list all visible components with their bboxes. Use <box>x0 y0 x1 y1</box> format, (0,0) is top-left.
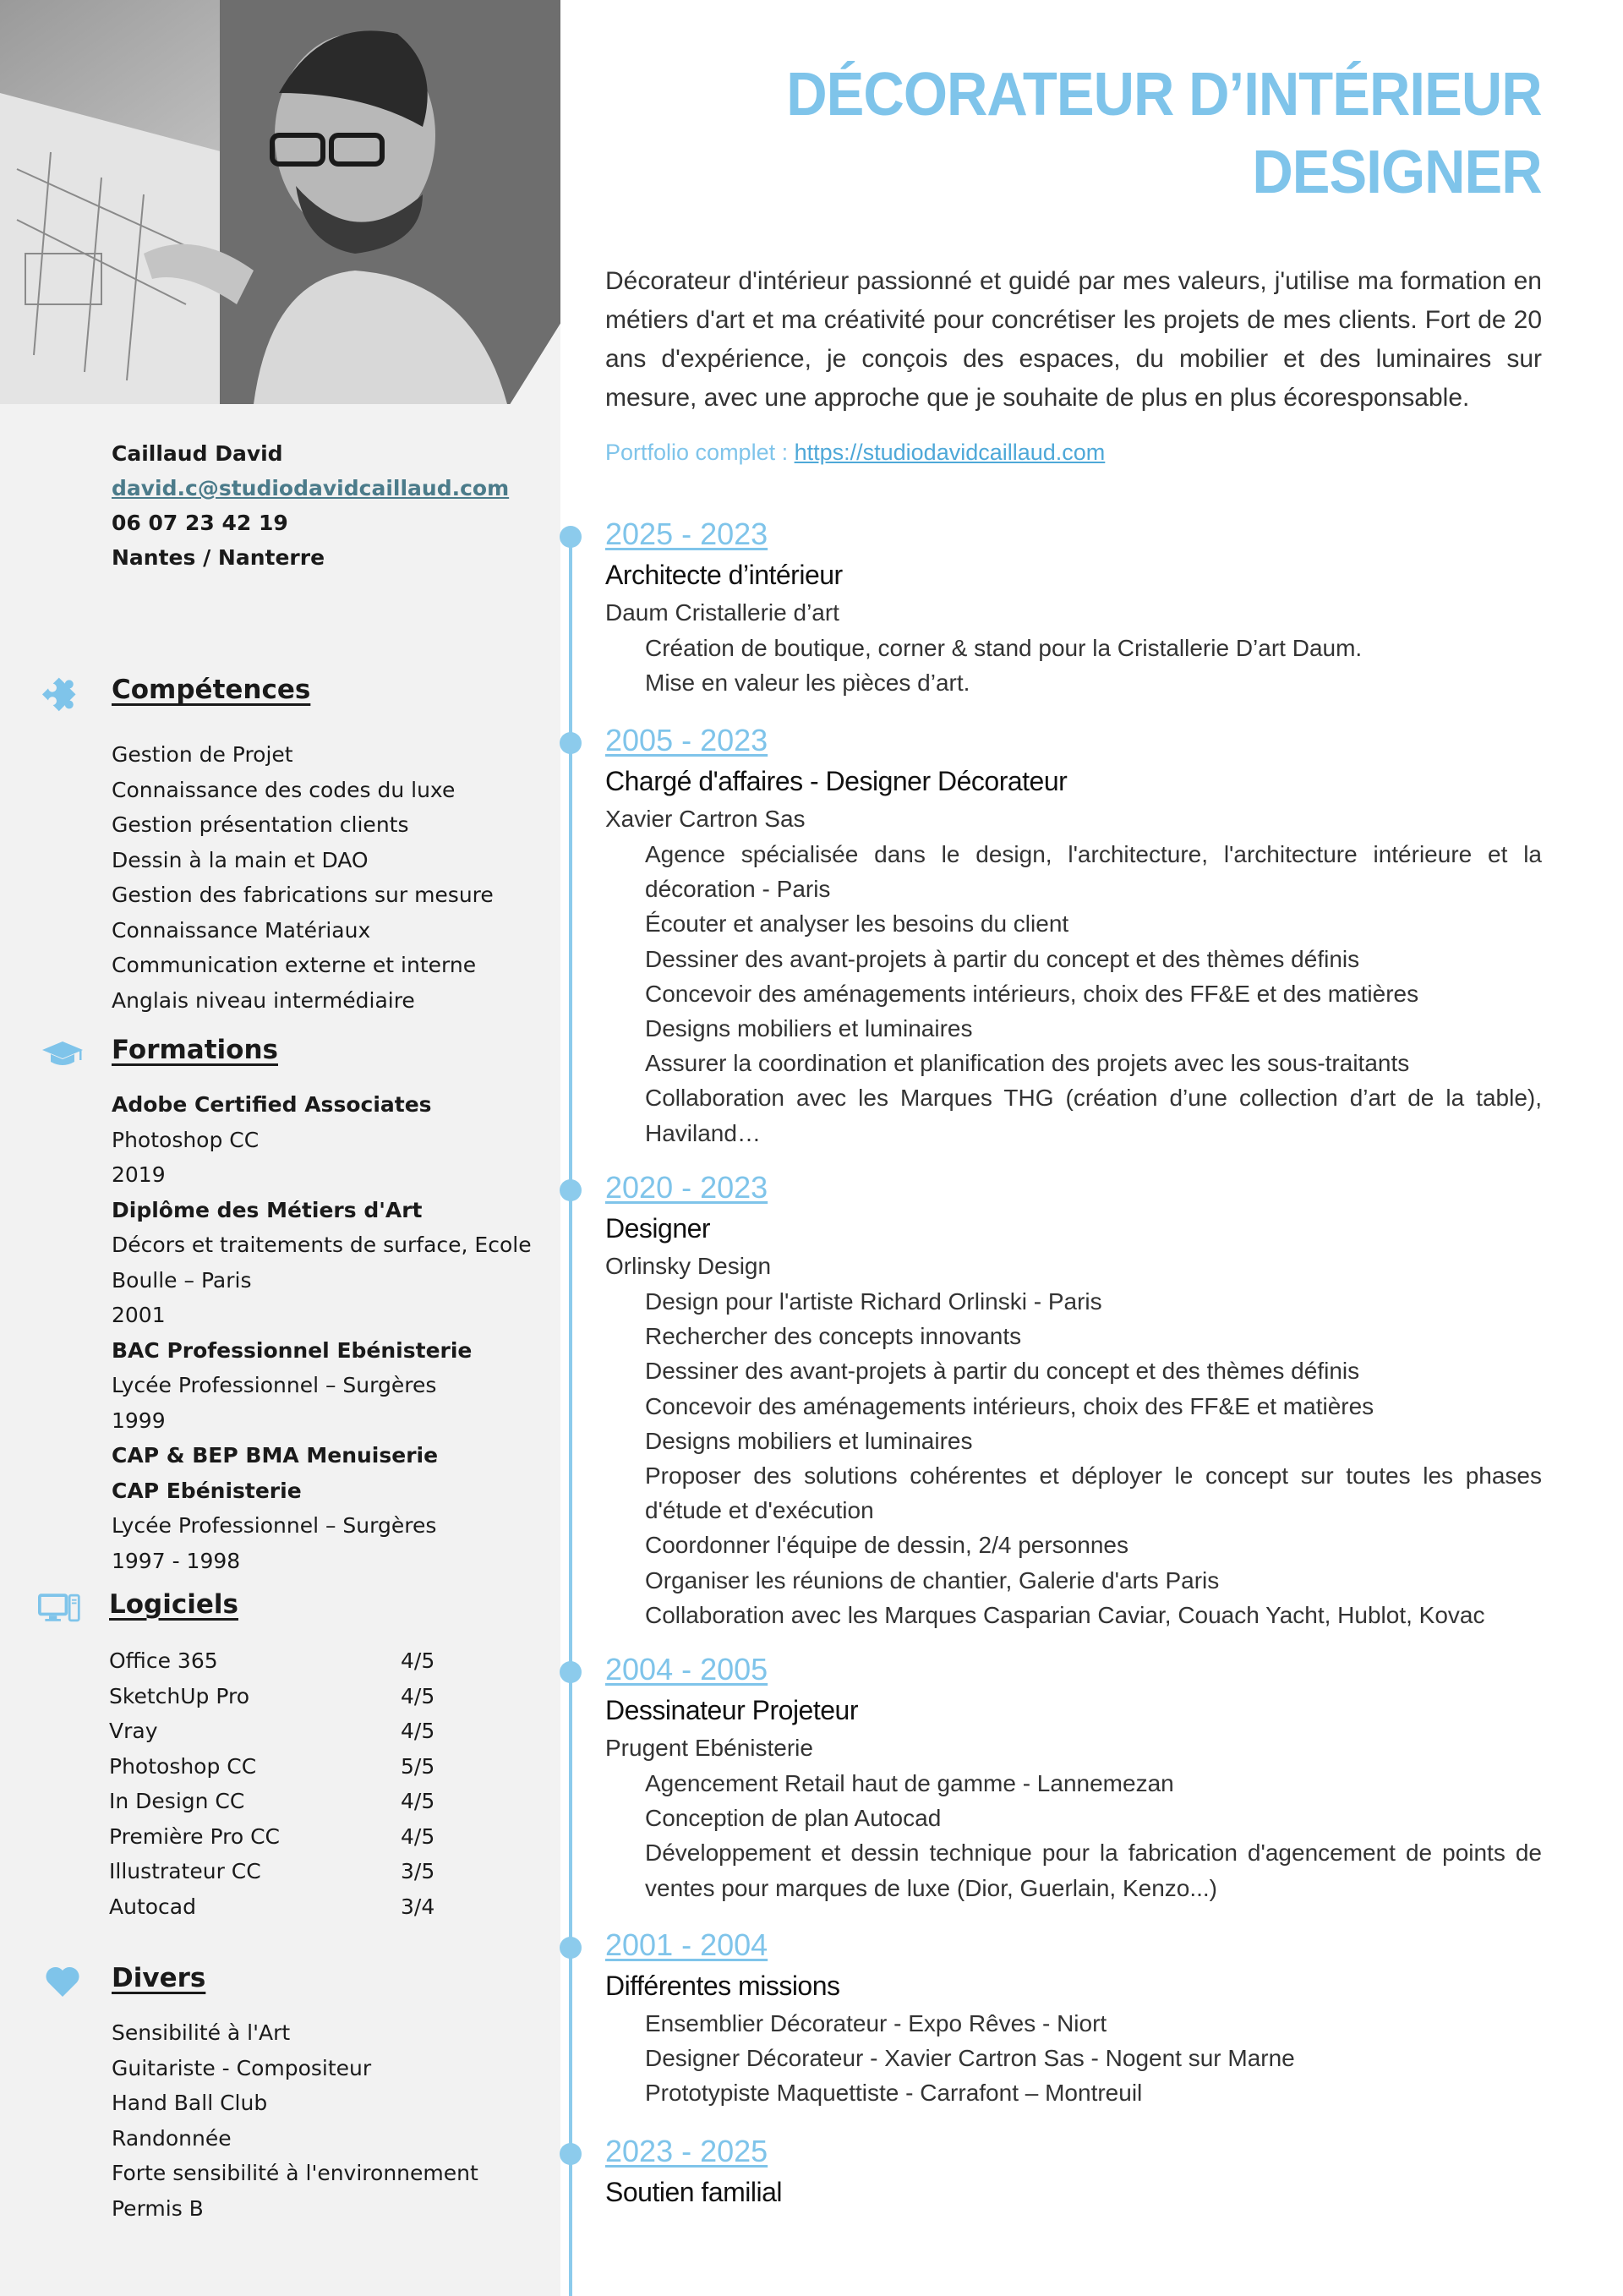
software-name: Autocad <box>109 1894 196 1919</box>
education-item: Décors et traitements de surface, Ecole <box>112 1233 532 1257</box>
skills-section-header <box>112 675 310 705</box>
software-level: 4/5 <box>401 1823 435 1849</box>
experience-company: Xavier Cartron Sas <box>605 806 806 832</box>
software-list <box>109 1643 434 1924</box>
experience-date: 2025 - 2023 <box>605 517 768 551</box>
skill-item: Gestion de Projet <box>112 742 293 767</box>
experience-task: Dessiner des avant-projets à partir du concept et des thèmes définis <box>645 945 1360 972</box>
education-item: Adobe Certified Associates <box>112 1092 432 1117</box>
software-title: Logiciels <box>109 1589 238 1620</box>
education-item: Lycée Professionnel – Surgères <box>112 1373 437 1397</box>
experience-task: Développement et dessin technique pour la fabrication d'agencement de points de ventes pour marques de luxe (Dior, Guerlain, Kenzo...) <box>645 1840 1542 1901</box>
experience-role: Designer <box>605 1213 711 1244</box>
experience-role: Dessinateur Projeteur <box>605 1695 858 1725</box>
experience-task: Collaboration avec les Marques Casparian Caviar, Couach Yacht, Hublot, Kovac <box>645 1601 1485 1628</box>
skills-title: Compétences <box>112 675 311 705</box>
graduation-cap-icon <box>41 1031 85 1075</box>
misc-item: Forte sensibilité à l'environnement <box>112 2161 478 2185</box>
sidebar <box>0 0 560 2296</box>
experience-company: Daum Cristallerie d’art <box>605 599 839 626</box>
timeline-dot <box>560 732 582 754</box>
heart-icon <box>41 1960 85 2004</box>
education-item: 1997 - 1998 <box>112 1548 241 1573</box>
experience-role: Chargé d'affaires - Designer Décorateur <box>605 766 1068 796</box>
software-level: 5/5 <box>401 1753 435 1779</box>
experience-task: Mise en valeur les pièces d’art. <box>645 670 970 697</box>
misc-item: Permis B <box>112 2195 204 2221</box>
experience-task: Agence spécialisée dans le design, l'architecture, l'architecture intérieure et la décoration - Paris <box>645 841 1542 903</box>
experience-tasks <box>605 2006 1542 2111</box>
software-section-header <box>109 1589 238 1620</box>
experience-entry <box>605 2131 1542 2212</box>
software-name: Office 365 <box>109 1648 218 1673</box>
education-item: 2019 <box>112 1162 166 1187</box>
experience-date: 2001 - 2004 <box>605 1927 768 1962</box>
software-row <box>109 1643 434 1679</box>
misc-list <box>112 2015 478 2226</box>
experience-task: Designs mobiliers et luminaires <box>645 1015 973 1042</box>
misc-item: Hand Ball Club <box>112 2091 268 2115</box>
education-title: Formations <box>112 1035 278 1065</box>
education-item: CAP Ebénisterie <box>112 1478 302 1503</box>
experience-entry <box>605 1167 1542 1632</box>
experience-task: Ensemblier Décorateur - Expo Rêves - Niort <box>645 2010 1107 2036</box>
software-row <box>109 1784 434 1819</box>
profile-photo <box>0 0 560 404</box>
skill-item: Connaissance Matériaux <box>112 917 371 943</box>
software-level: 4/5 <box>401 1789 435 1813</box>
education-item: Lycée Professionnel – Surgères <box>112 1513 437 1538</box>
software-level: 3/4 <box>401 1894 435 1919</box>
experience-task: Prototypiste Maquettiste - Carrafont – Montreuil <box>645 2080 1143 2107</box>
misc-item: Randonnée <box>112 2125 232 2151</box>
contact-name: Caillaud David <box>112 441 283 466</box>
misc-section-header <box>112 1963 205 1993</box>
experience-company: Prugent Ebénisterie <box>605 1735 813 1761</box>
software-level: 4/5 <box>401 1683 435 1708</box>
experience-task: Conception de plan Autocad <box>645 1805 942 1832</box>
experience-date: 2004 - 2005 <box>605 1652 768 1686</box>
experience-role: Différentes missions <box>605 1971 840 2001</box>
experience-task: Designs mobiliers et luminaires <box>645 1427 973 1454</box>
education-item: CAP & BEP BMA Menuiserie <box>112 1443 439 1468</box>
experience-tasks <box>605 631 1542 700</box>
education-section-header <box>112 1035 278 1065</box>
experience-tasks <box>605 1766 1542 1905</box>
experience-tasks <box>605 1284 1542 1632</box>
skill-item: Communication externe et interne <box>112 953 477 977</box>
timeline-dot <box>560 1937 582 1959</box>
experience-task: Dessiner des avant-projets à partir du concept et des thèmes définis <box>645 1358 1360 1385</box>
experience-date: 2020 - 2023 <box>605 1170 768 1205</box>
software-name: In Design CC <box>109 1789 245 1813</box>
contact-location: Nantes / Nanterre <box>112 545 325 570</box>
education-item: BAC Professionnel Ebénisterie <box>112 1337 473 1363</box>
software-name: Illustrateur CC <box>109 1859 261 1883</box>
experience-task: Organiser les réunions de chantier, Galerie d'arts Paris <box>645 1566 1220 1594</box>
experience-task: Concevoir des aménagements intérieurs, choix des FF&E et des matières <box>645 980 1419 1007</box>
experience-task: Design pour l'artiste Richard Orlinski - Paris <box>645 1288 1102 1315</box>
software-row <box>109 1819 434 1855</box>
misc-item: Guitariste - Compositeur <box>112 2055 372 2080</box>
experience-date: 2005 - 2023 <box>605 723 768 757</box>
experience-entry <box>605 720 1542 1151</box>
software-name: Vray <box>109 1719 158 1743</box>
education-item: Boulle – Paris <box>112 1267 252 1293</box>
contact-info <box>112 436 509 575</box>
contact-email-link[interactable]: david.c@studiodavidcaillaud.com <box>112 476 510 500</box>
skill-item: Gestion des fabrications sur mesure <box>112 883 494 907</box>
education-item: Photoshop CC <box>112 1127 260 1152</box>
software-row <box>109 1889 434 1925</box>
software-level: 4/5 <box>401 1719 435 1743</box>
experience-task: Coordonner l'équipe de dessin, 2/4 personnes <box>645 1532 1128 1559</box>
software-name: Photoshop CC <box>109 1753 257 1779</box>
education-item: Diplôme des Métiers d'Art <box>112 1197 423 1222</box>
timeline-dot <box>560 526 582 548</box>
experience-task: Création de boutique, corner & stand pour la Cristallerie D’art Daum. <box>645 635 1363 661</box>
experience-task: Designer Décorateur - Xavier Cartron Sas - Nogent sur Marne <box>645 2045 1295 2072</box>
software-row <box>109 1714 434 1749</box>
misc-title: Divers <box>112 1963 206 1993</box>
experience-task: Collaboration avec les Marques THG (création d’une collection d’art de la table), Haviland… <box>645 1085 1542 1146</box>
puzzle-icon <box>41 671 85 715</box>
skill-item: Anglais niveau intermédiaire <box>112 987 415 1013</box>
computer-icon <box>38 1586 82 1630</box>
software-level: 3/5 <box>401 1859 435 1883</box>
experience-company: Orlinsky Design <box>605 1253 772 1279</box>
experience-task: Écouter et analyser les besoins du client <box>645 910 1069 938</box>
skill-item: Connaissance des codes du luxe <box>112 777 456 802</box>
experience-entry <box>605 1925 1542 2111</box>
experience-entry <box>605 514 1542 700</box>
software-row <box>109 1679 434 1714</box>
education-item: 2001 <box>112 1303 166 1327</box>
portfolio-link[interactable]: https://studiodavidcaillaud.com <box>794 440 1106 465</box>
skill-item: Dessin à la main et DAO <box>112 847 369 872</box>
skill-item: Gestion présentation clients <box>112 812 409 837</box>
title-line-2: DESIGNER <box>1252 139 1542 206</box>
contact-phone: 06 07 23 42 19 <box>112 511 288 535</box>
portfolio-line <box>605 440 1105 466</box>
timeline-dot <box>560 1661 582 1683</box>
skills-list <box>112 737 494 1018</box>
software-row <box>109 1854 434 1889</box>
experience-entry <box>605 1649 1542 1905</box>
intro-paragraph: Décorateur d'intérieur passionné et guidé par mes valeurs, j'utilise ma formation en métiers d'art et ma créativité pour concrétiser les projets de mes clients. Fort de 20 ans d'expérience, je conçois des espaces, du mobilier et des luminaires sur mesure, avec une approche que je souhaite de plus en plus écoresponsable. <box>605 267 1542 412</box>
timeline-line <box>569 538 572 2296</box>
experience-task: Agencement Retail haut de gamme - Lannemezan <box>645 1770 1174 1796</box>
experience-task: Concevoir des aménagements intérieurs, choix des FF&E et matières <box>645 1392 1374 1419</box>
software-name: Première Pro CC <box>109 1823 281 1849</box>
timeline-dot <box>560 1179 582 1201</box>
page-title <box>787 56 1542 211</box>
software-name: SketchUp Pro <box>109 1683 250 1708</box>
experience-task: Proposer des solutions cohérentes et déployer le concept sur toutes les phases d'étude et d'exécution <box>645 1462 1542 1524</box>
experience-tasks <box>605 837 1542 1151</box>
software-row <box>109 1749 434 1785</box>
portfolio-label: Portfolio complet : <box>605 440 795 465</box>
experience-task: Rechercher des concepts innovants <box>645 1323 1022 1350</box>
experience-task: Assurer la coordination et planification des projets avec les sous-traitants <box>645 1050 1410 1077</box>
timeline-dot <box>560 2143 582 2165</box>
experience-role: Architecte d’intérieur <box>605 560 843 590</box>
software-level: 4/5 <box>401 1648 435 1673</box>
experience-role: Soutien familial <box>605 2177 782 2207</box>
experience-date: 2023 - 2025 <box>605 2134 768 2168</box>
title-line-1: DÉCORATEUR D’INTÉRIEUR <box>786 61 1542 128</box>
education-item: 1999 <box>112 1408 166 1433</box>
education-list <box>112 1087 532 1578</box>
misc-item: Sensibilité à l'Art <box>112 2020 291 2045</box>
